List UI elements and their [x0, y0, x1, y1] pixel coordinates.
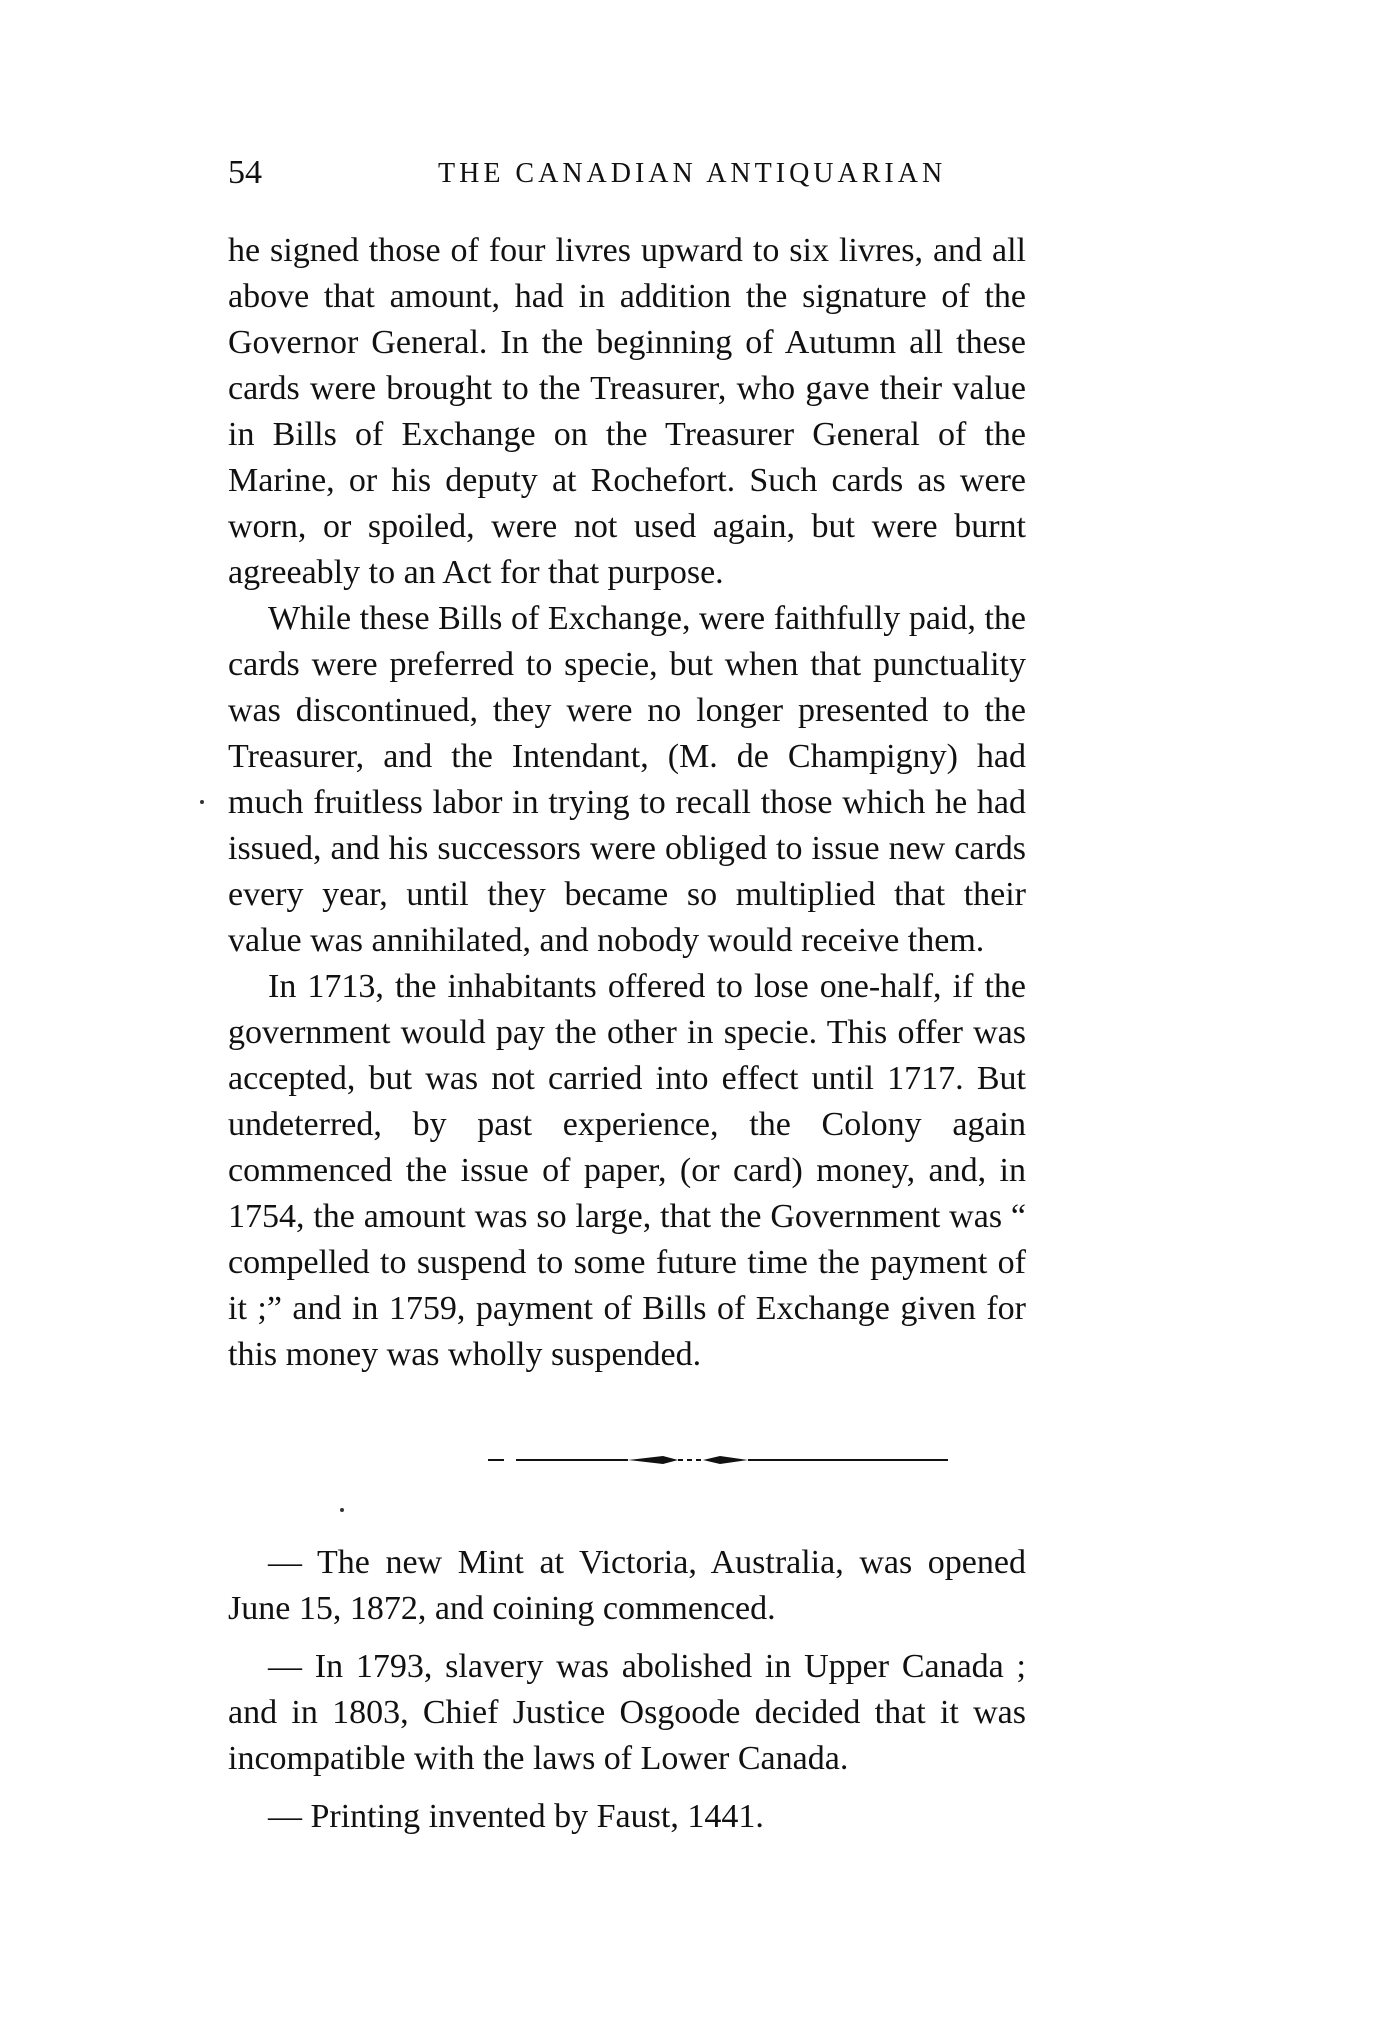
note-2: — In 1793, slavery was abolished in Upper Canada ; and in 1803, Chief Justice Osgoode decided that it was incompatible with the laws of Lower Canada. [228, 1648, 1026, 1777]
section-divider-ornament [488, 1450, 948, 1470]
running-head: THE CANADIAN ANTIQUARIAN [438, 158, 947, 189]
paragraph-1: he signed those of four livres upward to six livres, and all above that amount, had in addition the signature of the Governor General. In the beginning of Autumn all these cards were brought to the Treasurer, who gave their value in Bills of Exchange on the Treasurer General of the Marine, or his deputy at Rochefort. Such cards as were worn, or spoiled, were not used again, but were burnt agreeably to an Act for that purpose. [228, 232, 1026, 591]
margin-mark [340, 1508, 344, 1512]
page-header [228, 150, 1026, 196]
margin-mark [200, 800, 204, 804]
note-1: — The new Mint at Victoria, Australia, was opened June 15, 1872, and coining commenced. [228, 1544, 1026, 1627]
note-3: — Printing invented by Faust, 1441. [268, 1798, 764, 1835]
paragraph-3: In 1713, the inhabitants offered to lose one-half, if the government would pay the other in specie. This offer was accepted, but was not carried into effect until 1717. But undeterred, by past experience, the Colony again commenced the issue of paper, (or card) money, and, in 1754, the amount was so large, that the Government was “ compelled to suspend to some future time the payment of it ;” and in 1759, payment of Bills of Exchange given for this money was wholly suspended. [228, 968, 1026, 1373]
main-text [228, 228, 1026, 1378]
footnotes [228, 1540, 1026, 1852]
page-number: 54 [228, 154, 262, 191]
paragraph-2: While these Bills of Exchange, were faithfully paid, the cards were preferred to specie, but when that punctuality was discontinued, they were no longer presented to the Treasurer, and the Intendant, (M. de Champigny) had much fruitless labor in trying to recall those which he had issued, and his successors were obliged to issue new cards every year, until they became so multiplied that their value was annihilated, and nobody would receive them. [228, 600, 1026, 959]
